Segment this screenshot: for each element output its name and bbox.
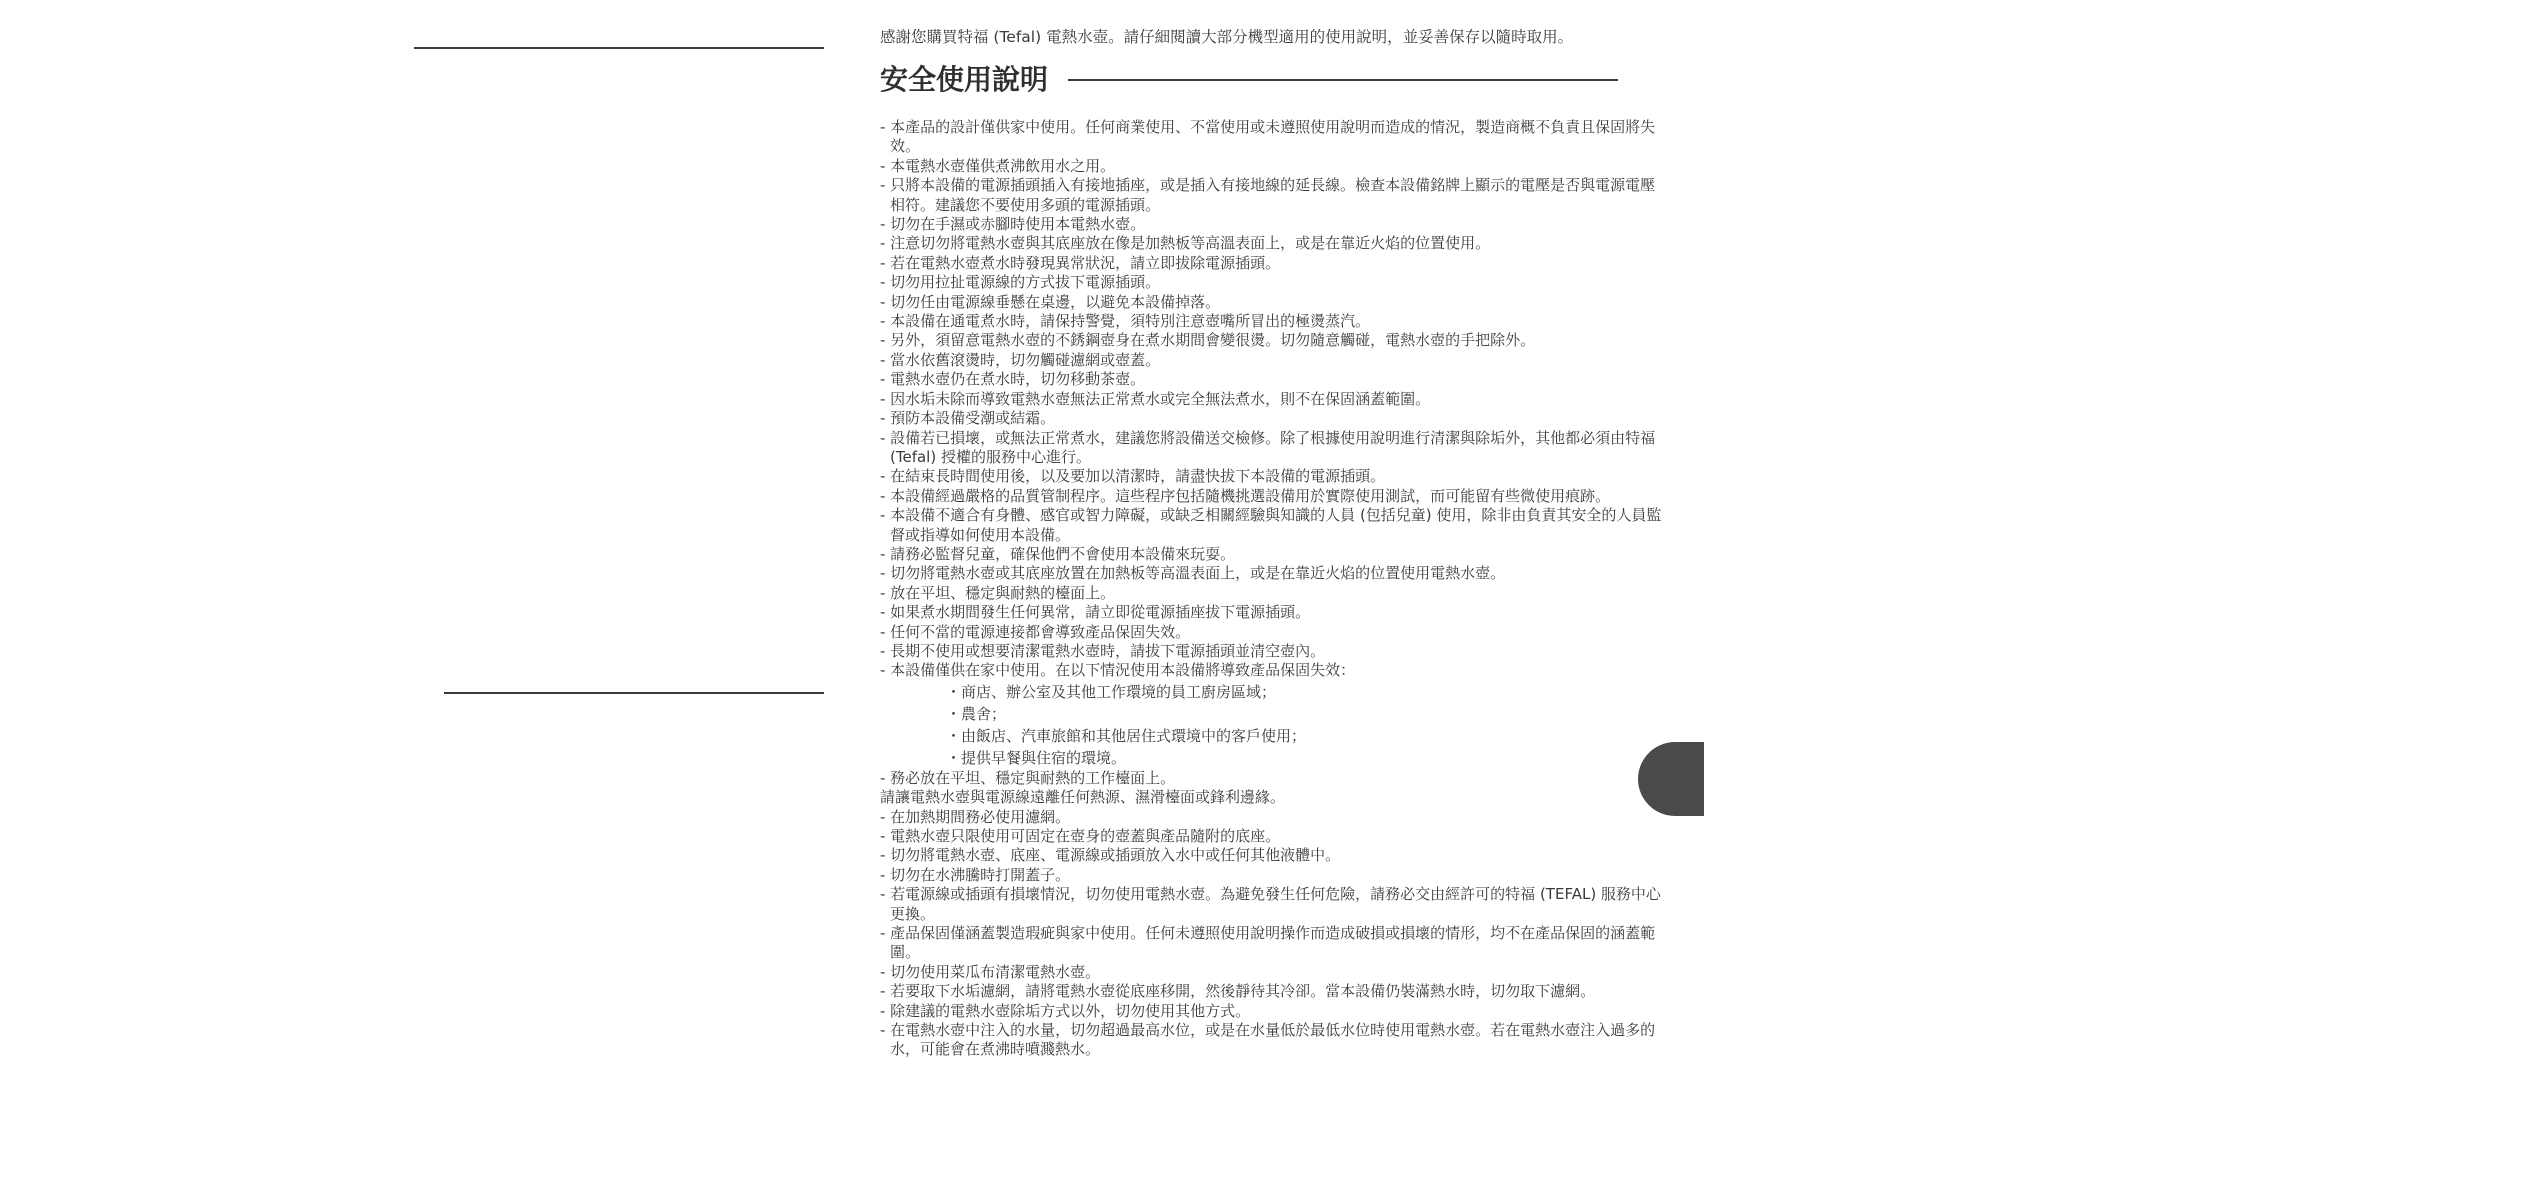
heading-row (880, 62, 1670, 98)
list-item: - 另外，須留意電熱水壺的不銹鋼壺身在煮水期間會變很燙。切勿隨意觸碰，電熱水壺的手把除外。 (880, 331, 1536, 350)
list-item: - 因水垢未除而導致電熱水壺無法正常煮水或完全無法煮水，則不在保固涵蓋範圍。 (880, 389, 1431, 408)
list-item: - 本產品的設計僅供家中使用。任何商業使用、不當使用或未遵照使用說明而造成的情況，製造商概不負責且保固將失效。 (880, 118, 1656, 156)
list-item: - 在加熱期間務必使用濾網。 (880, 807, 1071, 826)
list-item: - 若電源線或插頭有損壞情況，切勿使用電熱水壺。為避免發生任何危險，請務必交由經許可的特福 (TEFAL) 服務中心更換。 (880, 885, 1661, 923)
list-item: - 當水依舊滾燙時，切勿觸碰濾網或壺蓋。 (880, 350, 1161, 369)
list-item: - 切勿將電熱水壺或其底座放置在加熱板等高溫表面上，或是在靠近火焰的位置使用電熱水壺。 (880, 564, 1506, 583)
list-item: - 切勿在手濕或赤腳時使用本電熱水壺。 (880, 215, 1146, 234)
sub-list-item: ・提供早餐與住宿的環境。 (946, 748, 1127, 767)
list-item: - 放在平坦、穩定與耐熱的檯面上。 (880, 583, 1116, 602)
safety-instructions-section (880, 24, 1670, 1060)
intro-text: 感謝您購買特福 (Tefal) 電熱水壺。請仔細閱讀大部分機型適用的使用說明，並妥善保存以隨時取用。 (880, 28, 1574, 46)
list-item: - 產品保固僅涵蓋製造瑕疵與家中使用。任何未遵照使用說明操作而造成破損或損壞的情形，均不在產品保固的涵蓋範圍。 (880, 924, 1656, 962)
sub-list-item: ・農舍； (946, 704, 1007, 723)
list-item: - 注意切勿將電熱水壺與其底座放在像是加熱板等高溫表面上，或是在靠近火焰的位置使用。 (880, 234, 1491, 253)
list-item: - 如果煮水期間發生任何異常，請立即從電源插座拔下電源插頭。 (880, 603, 1311, 622)
list-item: - 電熱水壺只限使用可固定在壺身的壺蓋與產品隨附的底座。 (880, 827, 1281, 845)
list-item: - 本設備經過嚴格的品質管制程序。這些程序包括隨機挑選設備用於實際使用測試，而可能留有些微使用痕跡。 (880, 486, 1611, 505)
left-divider-bottom (444, 692, 824, 694)
list-item: - 設備若已損壞，或無法正常煮水，建議您將設備送交檢修。除了根據使用說明進行清潔與除垢外，其他都必須由特福 (Tefal) 授權的服務中心進行。 (880, 428, 1656, 466)
section-heading: 安全使用說明 (880, 63, 1049, 96)
list-item: - 若要取下水垢濾網，請將電熱水壺從底座移開，然後靜待其冷卻。當本設備仍裝滿熱水時，切勿取下濾網。 (880, 982, 1596, 1001)
list-item: - 請務必監督兒童，確保他們不會使用本設備來玩耍。 (880, 544, 1236, 563)
list-item: - 切勿在水沸騰時打開蓋子。 (880, 865, 1071, 884)
sub-list-item: ・由飯店、汽車旅館和其他居住式環境中的客戶使用； (946, 726, 1307, 745)
list-item: - 電熱水壺仍在煮水時，切勿移動茶壺。 (880, 370, 1146, 389)
safety-list (880, 118, 1670, 1060)
list-item: - 除建議的電熱水壺除垢方式以外，切勿使用其他方式。 (880, 1001, 1251, 1020)
list-item: - 在電熱水壺中注入的水量，切勿超過最高水位，或是在水量低於最低水位時使用電熱水壺。若在電熱水壺注入過多的水，可能會在煮沸時噴濺熱水。 (880, 1021, 1656, 1059)
list-item: - 切勿使用菜瓜布清潔電熱水壺。 (880, 962, 1101, 981)
list-item: - 務必放在平坦、穩定與耐熱的工作檯面上。 (880, 768, 1176, 787)
list-item: - 在結束長時間使用後，以及要加以清潔時，請盡快拔下本設備的電源插頭。 (880, 467, 1386, 486)
list-item: - 切勿將電熱水壺、底座、電源線或插頭放入水中或任何其他液體中。 (880, 846, 1341, 865)
list-item: - 本設備在通電煮水時，請保持警覺，須特別注意壺嘴所冒出的極燙蒸汽。 (880, 312, 1371, 331)
list-item: - 若在電熱水壺煮水時發現異常狀況，請立即拔除電源插頭。 (880, 253, 1281, 272)
list-item: - 本設備不適合有身體、感官或智力障礙，或缺乏相關經驗與知識的人員 (包括兒童) 使用，除非由負責其安全的人員監督或指導如何使用本設備。 (880, 506, 1662, 544)
list-item: - 本電熱水壺僅供煮沸飲用水之用。 (880, 156, 1116, 175)
list-item: - 切勿任由電源線垂懸在桌邊，以避免本設備掉落。 (880, 292, 1221, 311)
left-divider-top (414, 47, 824, 49)
list-item: - 長期不使用或想要清潔電熱水壺時，請拔下電源插頭並清空壺內。 (880, 641, 1326, 660)
page-side-tab (1638, 742, 1704, 816)
heading-rule (1068, 79, 1618, 81)
list-item: - 任何不當的電源連接都會導致產品保固失效。 (880, 622, 1191, 641)
list-item: - 預防本設備受潮或結霜。 (880, 409, 1056, 428)
list-item: - 本設備僅供在家中使用。在以下情況使用本設備將導致產品保固失效： (880, 661, 1356, 680)
sub-list-item: ・商店、辦公室及其他工作環境的員工廚房區域； (946, 682, 1277, 701)
list-item: - 切勿用拉扯電源線的方式拔下電源插頭。 (880, 273, 1161, 292)
list-item: 請讓電熱水壺與電源線遠離任何熱源、濕滑檯面或鋒利邊緣。 (880, 788, 1286, 807)
list-item: - 只將本設備的電源插頭插入有接地插座，或是插入有接地線的延長線。檢查本設備銘牌上顯示的電壓是否與電源電壓相符。建議您不要使用多頭的電源插頭。 (880, 176, 1656, 214)
